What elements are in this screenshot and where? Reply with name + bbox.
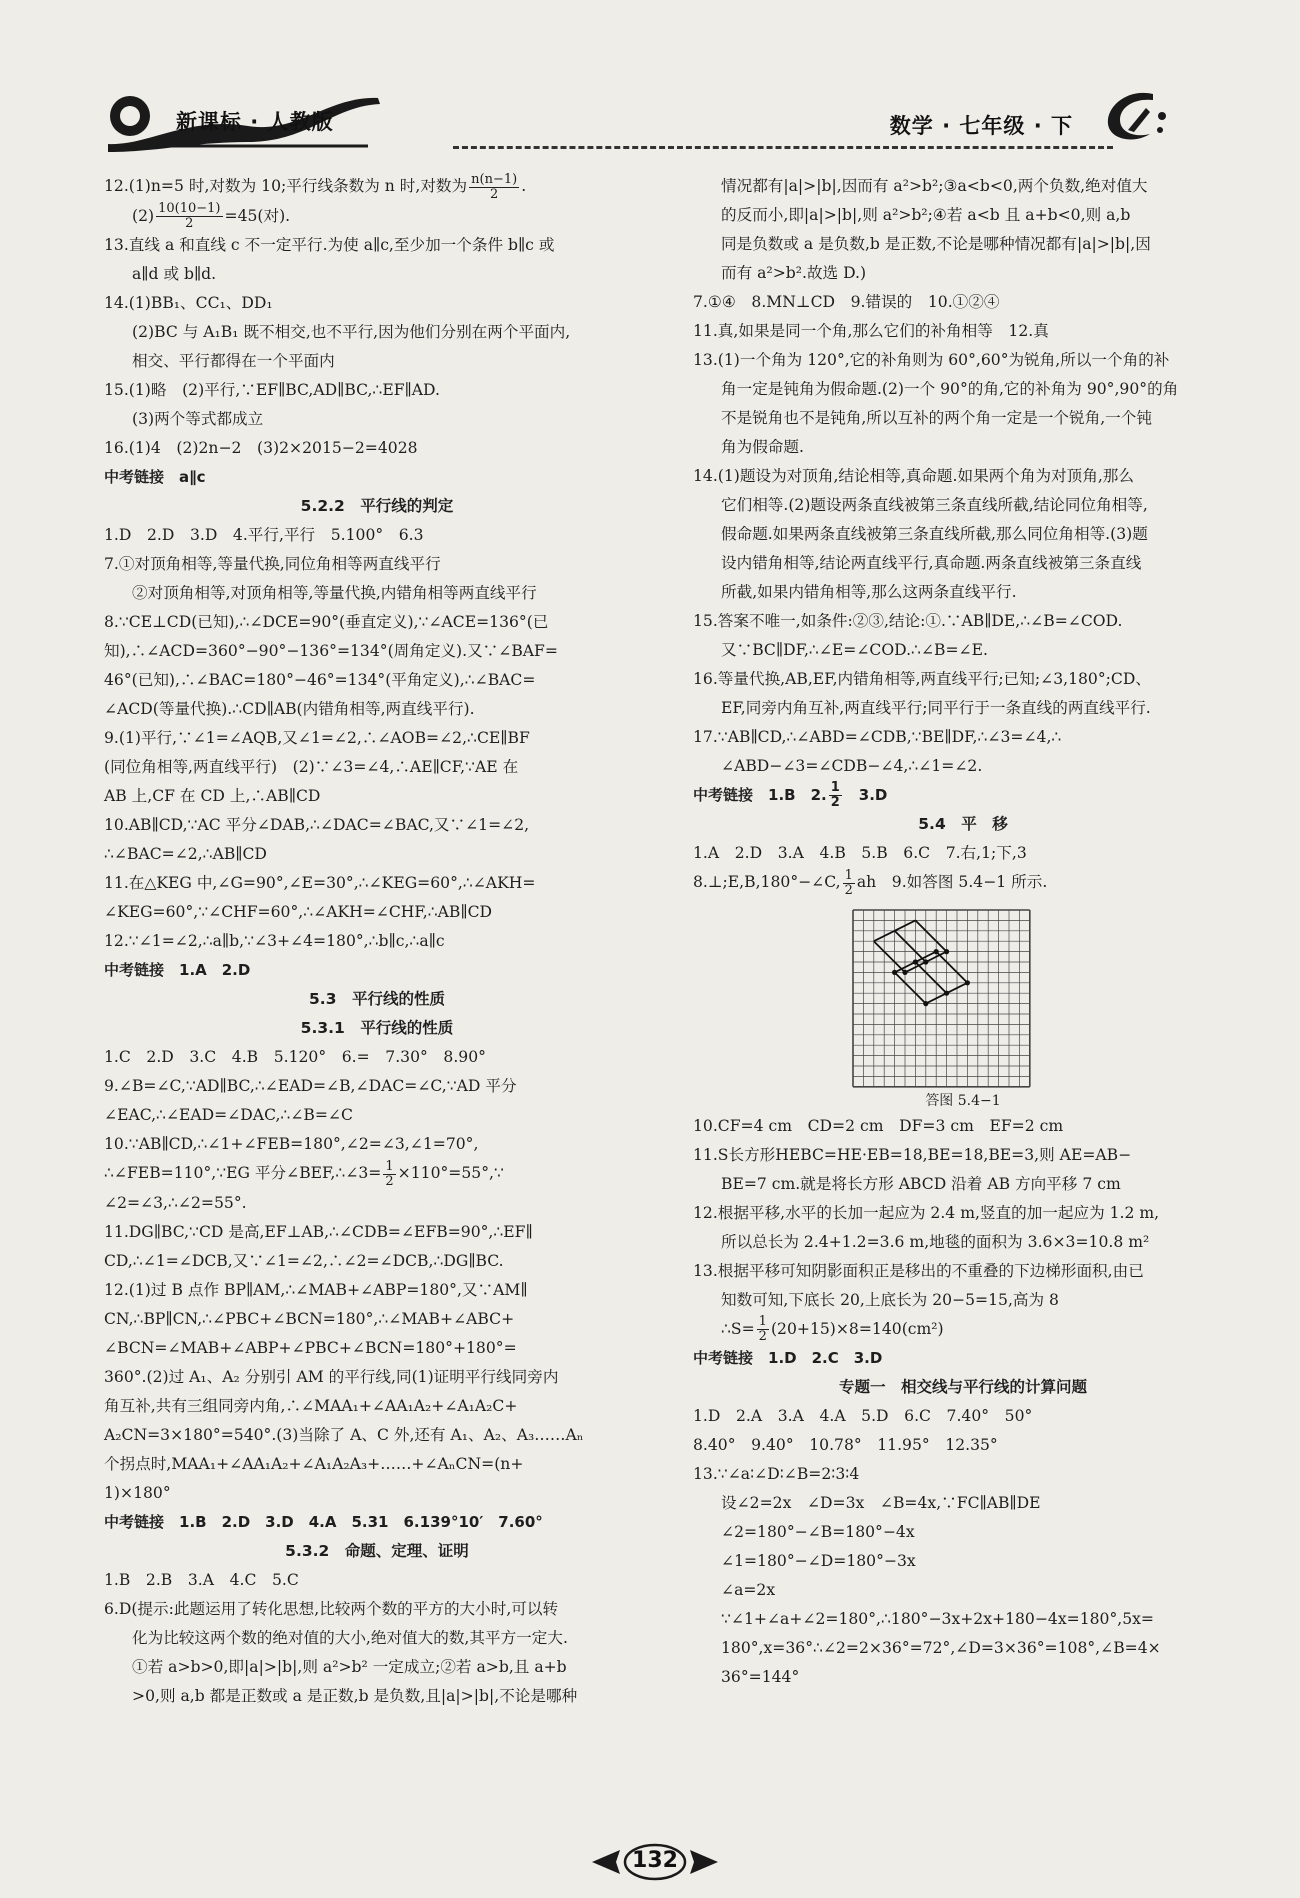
answer-line: 情况都有|a|>|b|,因而有 a²>b²;③a<b<0,两个负数,绝对值大 xyxy=(721,177,1148,195)
answer-line: ①若 a>b>0,即|a|>|b|,则 a²>b² 一定成立;②若 a>b,且 a+b xyxy=(132,1657,567,1676)
answer-line: 7.①④ 8.MN⊥CD 9.错误的 10.①②④ xyxy=(693,293,1000,311)
answer-line: 36°=144° xyxy=(721,1668,800,1686)
answer-line: 1.A 2.D 3.A 4.B 5.B 6.C 7.右,1;下,3 xyxy=(693,844,1027,862)
figure-point xyxy=(944,949,949,954)
page-header xyxy=(108,86,1208,156)
figure-point xyxy=(923,959,928,964)
answer-line: 16.等量代换,AB,EF,内错角相等,两直线平行;已知;∠3,180°;CD、 xyxy=(693,670,1151,688)
answer-line: 12.∵∠1=∠2,∴a∥b,∵∠3+∠4=180°,∴b∥c,∴a∥c xyxy=(104,932,445,950)
answer-line: 11.S长方形HEBC=HE·EB=18,BE=18,BE=3,则 AE=AB− xyxy=(693,1145,1132,1164)
answer-line: 9.∠B=∠C,∵AD∥BC,∴∠EAD=∠B,∠DAC=∠C,∵AD 平分 xyxy=(104,1077,517,1095)
answer-line: ∠2=180°−∠B=180°−4x xyxy=(721,1523,915,1541)
figure-segment xyxy=(895,972,926,1003)
answer-line: 15.(1)略 (2)平行,∵EF∥BC,AD∥BC,∴EF∥AD. xyxy=(104,381,440,399)
answer-line: 13.(1)一个角为 120°,它的补角则为 60°,60°为锐角,所以一个角的补 xyxy=(693,351,1170,369)
figure-point xyxy=(902,969,907,974)
answer-line: 11.DG∥BC,∵CD 是高,EF⊥AB,∴∠CDB=∠EFB=90°,∴EF∥ xyxy=(104,1222,533,1241)
section-heading: 5.3.1 平行线的性质 xyxy=(300,1019,454,1037)
answer-line: 10.CF=4 cm CD=2 cm DF=3 cm EF=2 cm xyxy=(693,1116,1064,1135)
answer-line: 又∵BC∥DF,∴∠E=∠COD.∴∠B=∠E. xyxy=(721,641,988,659)
answer-line: 17.∵AB∥CD,∴∠ABD=∠CDB,∵BE∥DF,∴∠3=∠4,∴ xyxy=(693,728,1062,746)
answer-line: 知),∴∠ACD=360°−90°−136°=134°(周角定义).又∵∠BAF= xyxy=(104,642,558,660)
translation-grid-figure xyxy=(693,902,1233,1092)
grid-lines xyxy=(853,910,1030,1087)
page-number: 132 xyxy=(632,1848,678,1873)
answer-line: 而有 a²>b².故选 D.) xyxy=(721,264,867,282)
answer-line: 10.AB∥CD,∵AC 平分∠DAB,∴∠DAC=∠BAC,又∵∠1=∠2, xyxy=(104,816,530,834)
answer-line: 1.D 2.D 3.D 4.平行,平行 5.100° 6.3 xyxy=(104,526,424,544)
answer-line: 7.①对顶角相等,等量代换,同位角相等两直线平行 xyxy=(104,555,441,573)
answer-line: 不是锐角也不是钝角,所以互补的两个角一定是一个锐角,一个钝 xyxy=(721,409,1152,427)
fraction: $\frac{1}{2}$ xyxy=(758,1314,767,1344)
fraction: $\frac{n(n-1)}{2}$ xyxy=(471,171,518,202)
answer-line: 15.答案不唯一,如条件:②③,结论:①.∵AB∥DE,∴∠B=∠COD. xyxy=(693,612,1123,630)
answer-line: 知数可知,下底长 20,上底长为 20−5=15,高为 8 xyxy=(721,1290,1059,1309)
answer-line: 它们相等.(2)题设两条直线被第三条直线所截,结论同位角相等, xyxy=(721,496,1148,514)
header-logo-icon xyxy=(1098,86,1178,146)
answer-line: ∠KEG=60°,∵∠CHF=60°,∴∠AKH=∠CHF,∴AB∥CD xyxy=(104,903,493,921)
section-heading: 5.4 平 移 xyxy=(918,815,1008,833)
answer-line: 8.∵CE⊥CD(已知),∴∠DCE=90°(垂直定义),∵∠ACE=136°(已 xyxy=(104,613,549,631)
answer-line: (2) $\frac{10(10-1)}{2}$ =45(对). xyxy=(132,201,291,231)
figure-segment xyxy=(915,962,946,993)
answer-line: 设内错角相等,结论两直线平行,真命题.两条直线被第三条直线 xyxy=(721,554,1142,572)
exam-link-line: 中考链接 1.A 2.D xyxy=(104,961,251,979)
answer-line: CD,∴∠1=∠DCB,又∵∠1=∠2,∴∠2=∠DCB,∴DG∥BC. xyxy=(104,1251,504,1270)
answer-line: 8.40° 9.40° 10.78° 11.95° 12.35° xyxy=(693,1436,998,1454)
figure-caption: 答图 5.4−1 xyxy=(925,1092,1001,1109)
answer-line: 360°.(2)过 A₁、A₂ 分别引 AM 的平行线,同(1)证明平行线同旁内 xyxy=(104,1367,559,1386)
answer-line: 13.直线 a 和直线 c 不一定平行.为使 a∥c,至少加一个条件 b∥c 或 xyxy=(104,236,555,254)
answer-line: >0,则 a,b 都是正数或 a 是正数,b 是负数,且|a|>|b|,不论是哪种 xyxy=(132,1686,578,1705)
section-heading: 5.3 平行线的性质 xyxy=(309,990,445,1008)
figure-point xyxy=(965,980,970,985)
answer-line: ∴∠FEB=110°,∵EG 平分∠BEF,∴∠3= $\frac{1}{2}$ ×110°=55°,∵ xyxy=(104,1158,504,1189)
answer-line: 12.(1)n=5 时,对数为 10;平行线条数为 n 时,对数为 $\frac{n(n-1)}{2}$ . xyxy=(104,171,527,202)
answer-line: 同是负数或 a 是负数,b 是正数,不论是哪种情况都有|a|>|b|,因 xyxy=(721,235,1151,253)
answer-line: 角一定是钝角为假命题.(2)一个 90°的角,它的补角为 90°,90°的角 xyxy=(721,380,1179,398)
answer-line: 10.∵AB∥CD,∴∠1+∠FEB=180°,∠2=∠3,∠1=70°, xyxy=(104,1135,479,1153)
page-number-badge xyxy=(590,1842,720,1882)
answer-line: 13.∵∠a∶∠D∶∠B=2∶3∶4 xyxy=(693,1465,860,1483)
answer-line: EF,同旁内角互补,两直线平行;同平行于一条直线的两直线平行. xyxy=(721,699,1151,717)
answer-line: ∠ACD(等量代换).∴CD∥AB(内错角相等,两直线平行). xyxy=(104,700,475,718)
fraction: $\frac{1}{2}$ xyxy=(844,867,853,898)
figure-point xyxy=(934,949,939,954)
answer-line: 的反而小,即|a|>|b|,则 a²>b²;④若 a<b 且 a+b<0,则 a,b xyxy=(721,206,1131,224)
answer-line: CN,∴BP∥CN,∴∠PBC+∠BCN=180°,∴∠MAB+∠ABC+ xyxy=(104,1309,515,1328)
fraction: $\frac{10(10-1)}{2}$ xyxy=(158,201,221,231)
answer-line: 1)×180° xyxy=(104,1483,171,1502)
header-divider xyxy=(453,146,1113,149)
answer-line: (3)两个等式都成立 xyxy=(132,410,264,428)
answer-line: ∠ABD−∠3=∠CDB−∠4,∴∠1=∠2. xyxy=(721,757,983,775)
answer-line: 180°,x=36°∴∠2=2×36°=72°,∠D=3×36°=108°,∠B=4× xyxy=(721,1639,1161,1657)
answer-line: 16.(1)4 (2)2n−2 (3)2×2015−2=4028 xyxy=(104,439,418,457)
answer-line: ∠a=2x xyxy=(721,1581,776,1599)
answer-line: 46°(已知),∴∠BAC=180°−46°=134°(平角定义),∴∠BAC= xyxy=(104,671,536,689)
answer-line: ∠1=180°−∠D=180°−3x xyxy=(721,1552,916,1570)
answer-line: 13.根据平移可知阴影面积正是移出的不重叠的下边梯形面积,由已 xyxy=(693,1261,1144,1280)
header-edition-title: 新课标 · 人教版 xyxy=(176,110,334,134)
answer-line: 所截,如果内错角相等,那么这两条直线平行. xyxy=(721,583,1017,601)
answer-line: 9.(1)平行,∵∠1=∠AQB,又∠1=∠2,∴∠AOB=∠2,∴CE∥BF xyxy=(104,729,530,747)
section-heading: 5.3.2 命题、定理、证明 xyxy=(285,1541,469,1560)
answer-line: ∠EAC,∴∠EAD=∠DAC,∴∠B=∠C xyxy=(104,1106,353,1124)
answer-line: 所以总长为 2.4+1.2=3.6 m,地毯的面积为 3.6×3=10.8 m² xyxy=(721,1232,1150,1251)
answer-line: 14.(1)题设为对顶角,结论相等,真命题.如果两个角为对顶角,那么 xyxy=(693,467,1134,485)
answer-line: 11.真,如果是同一个角,那么它们的补角相等 12.真 xyxy=(693,322,1049,340)
figure-point xyxy=(944,990,949,995)
exam-link-line: 中考链接 1.B 2.D 3.D 4.A 5.31 6.139°10′ 7.60° xyxy=(104,1512,543,1531)
figure-segment xyxy=(936,951,967,982)
header-subject-title: 数学 · 七年级 · 下 xyxy=(889,114,1073,138)
figure-point xyxy=(913,959,918,964)
left-column xyxy=(104,172,650,1711)
figure-segment xyxy=(874,941,905,972)
figure-segment xyxy=(915,920,946,951)
answer-line: 设∠2=2x ∠D=3x ∠B=4x,∵FC∥AB∥DE xyxy=(721,1494,1041,1512)
answer-line: AB 上,CF 在 CD 上,∴AB∥CD xyxy=(104,787,321,805)
answer-line: 个拐点时,MAA₁+∠AA₁A₂+∠A₁A₂A₃+……+∠AₙCN=(n+ xyxy=(104,1454,524,1473)
answer-line: 1.B 2.B 3.A 4.C 5.C xyxy=(104,1570,299,1589)
answer-line: A₂CN=3×180°=540°.(3)当除了 A、C 外,还有 A₁、A₂、A₃……Aₙ xyxy=(104,1425,584,1444)
answer-line: 1.D 2.A 3.A 4.A 5.D 6.C 7.40° 50° xyxy=(693,1407,1033,1425)
answer-line: 相交、平行都得在一个平面内 xyxy=(132,352,335,370)
answer-line: ∠2=∠3,∴∠2=55°. xyxy=(104,1193,247,1212)
answer-line: 角互补,共有三组同旁内角,∴∠MAA₁+∠AA₁A₂+∠A₁A₂C+ xyxy=(104,1396,518,1415)
answer-line: 14.(1)BB₁、CC₁、DD₁ xyxy=(104,294,273,312)
answer-line: 角为假命题. xyxy=(721,438,804,456)
fraction: $\frac{1}{2}$ xyxy=(385,1158,394,1189)
answer-line: BE=7 cm.就是将长方形 ABCD 沿着 AB 方向平移 7 cm xyxy=(721,1174,1121,1193)
answer-line: a∥d 或 b∥d. xyxy=(132,265,217,283)
answer-line: ∵∠1+∠a+∠2=180°,∴180°−3x+2x+180−4x=180°,5x= xyxy=(721,1610,1154,1628)
exam-link-line: 中考链接 a∥c xyxy=(104,468,206,486)
answer-line: 12.(1)过 B 点作 BP∥AM,∴∠MAB+∠ABP=180°,又∵AM∥ xyxy=(104,1280,528,1299)
section-heading: 5.2.2 平行线的判定 xyxy=(300,497,454,515)
answer-line: 化为比较这两个数的绝对值的大小,绝对值大的数,其平方一定大. xyxy=(132,1628,568,1647)
right-column xyxy=(693,172,1233,1692)
figure-point xyxy=(892,969,897,974)
exam-link-line: 中考链接 1.D 2.C 3.D xyxy=(693,1349,883,1367)
answer-line: ∠BCN=∠MAB+∠ABP+∠PBC+∠BCN=180°+180°= xyxy=(104,1338,517,1357)
answer-line: ②对顶角相等,对顶角相等,等量代换,内错角相等两直线平行 xyxy=(132,584,537,602)
answer-line: 假命题.如果两条直线被第三条直线所截,那么同位角相等.(3)题 xyxy=(721,525,1148,543)
figure-segment xyxy=(895,930,926,961)
answer-line: 11.在△KEG 中,∠G=90°,∠E=30°,∴∠KEG=60°,∴∠AKH= xyxy=(104,874,536,892)
answer-line: 6.D(提示:此题运用了转化思想,比较两个数的平方的大小时,可以转 xyxy=(104,1599,559,1618)
figure-point xyxy=(923,1001,928,1006)
answer-line: (同位角相等,两直线平行) (2)∵∠3=∠4,∴AE∥CF,∵AE 在 xyxy=(104,758,519,776)
section-heading: 专题一 相交线与平行线的计算问题 xyxy=(838,1378,1087,1396)
answer-line: (2)BC 与 A₁B₁ 既不相交,也不平行,因为他们分别在两个平面内, xyxy=(132,323,571,341)
answer-line: ∴S= $\frac{1}{2}$ (20+15)×8=140(cm²) xyxy=(721,1314,944,1344)
exam-link-line: 中考链接 1.B 2. $\frac{1}{2}$ 3.D xyxy=(693,780,888,810)
answer-line: ∴∠BAC=∠2,∴AB∥CD xyxy=(104,845,267,863)
answer-line: 8.⊥;E,B,180°−∠C, $\frac{1}{2}$ ah 9.如答图 5.4−1 所示. xyxy=(693,867,1048,898)
answer-line: 1.C 2.D 3.C 4.B 5.120° 6.= 7.30° 8.90° xyxy=(104,1048,486,1066)
answer-figure xyxy=(693,902,1233,1092)
fraction: $\frac{1}{2}$ xyxy=(830,780,840,810)
answer-line: 12.根据平移,水平的长加一起应为 2.4 m,竖直的加一起应为 1.2 m, xyxy=(693,1203,1160,1222)
